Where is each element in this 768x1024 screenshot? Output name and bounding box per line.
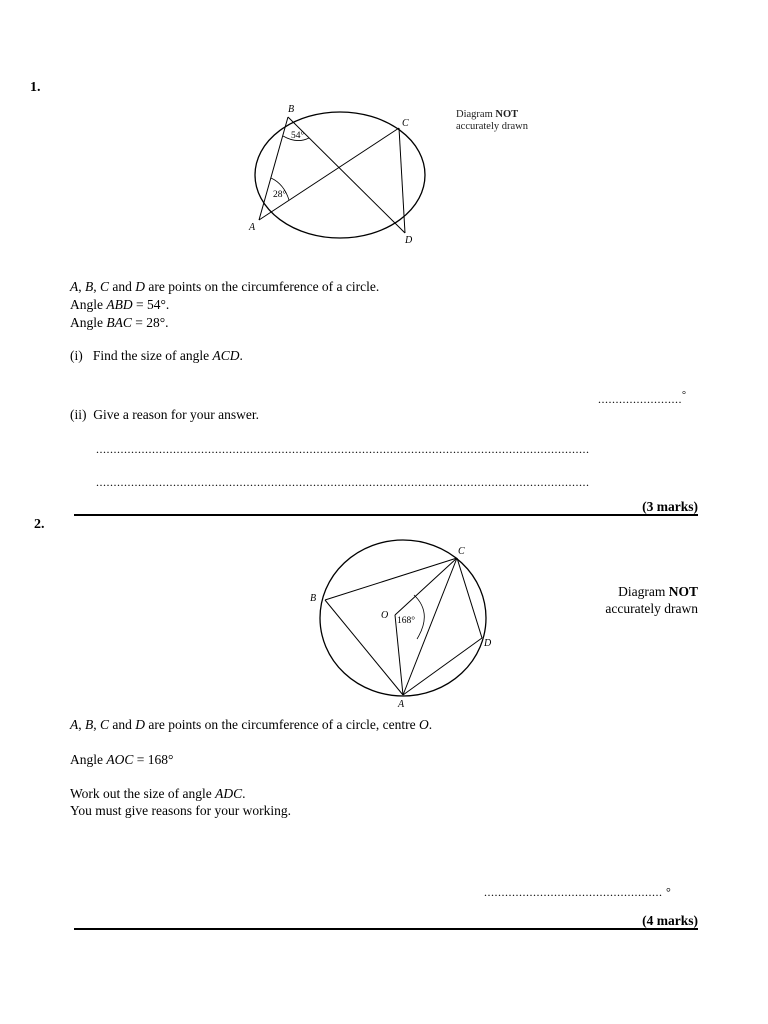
q2-circle-diagram — [305, 535, 505, 710]
q1-label-c: C — [402, 118, 409, 129]
q2-chord-bc — [325, 558, 457, 600]
q2-diagram-note: Diagram NOT accurately drawn — [605, 584, 698, 616]
q1-diagram-note: Diagram NOT accurately drawn — [456, 109, 528, 132]
q1-label-d: D — [405, 235, 413, 246]
q2-angle-label-o: 168° — [397, 616, 416, 626]
q1-statement: A, B, C and D are points on the circumference of a circle. — [70, 279, 380, 294]
q1-marks: (3 marks) — [642, 499, 698, 514]
q1-chord-ba — [259, 117, 288, 220]
q1-angle-label-b: 54° — [291, 131, 305, 141]
q1-answer-field[interactable]: ........................° — [598, 390, 687, 406]
q2-radius-oc — [403, 558, 457, 695]
q2-chord-ab — [325, 600, 403, 695]
q2-angle-arc-o — [414, 595, 424, 639]
q2-given-aoc: Angle AOC = 168° — [70, 752, 174, 767]
q2-label-b: B — [310, 593, 317, 604]
q1-given-abd: Angle ABD = 54°. — [70, 297, 170, 312]
q1-label-b: B — [288, 104, 295, 115]
q1-part-i: (i) Find the size of angle ACD. — [70, 348, 243, 363]
q1-part-ii: (ii) Give a reason for your answer. — [70, 407, 259, 422]
q1-given-bac: Angle BAC = 28°. — [70, 315, 169, 330]
q2-marks: (4 marks) — [642, 913, 698, 928]
question-2-number: 2. — [34, 517, 45, 532]
q2-divider — [74, 928, 698, 930]
q1-chord-bd — [288, 117, 405, 233]
q1-circle-diagram — [240, 100, 440, 250]
q2-chord-cd — [457, 558, 482, 638]
question-1-number: 1. — [30, 80, 41, 95]
q2-statement: A, B, C and D are points on the circumference of a circle, centre O. — [70, 717, 433, 732]
q1-reason-line-2[interactable]: ............................................................................................................................................. — [96, 475, 590, 489]
q1-label-a: A — [249, 222, 256, 233]
q2-label-a: A — [398, 699, 405, 710]
q2-answer-field[interactable]: ................................................... ° — [484, 885, 672, 899]
q2-reasons-note: You must give reasons for your working. — [70, 803, 291, 818]
q2-label-d: D — [484, 638, 492, 649]
q2-instruction: Work out the size of angle ADC. — [70, 786, 246, 801]
q1-divider — [74, 514, 698, 516]
q1-chord-cd — [399, 128, 405, 233]
q2-radius-oc-2 — [395, 558, 457, 615]
q1-angle-label-a: 28° — [273, 190, 287, 200]
q2-label-o: O — [381, 610, 389, 621]
q2-degree-symbol: ° — [666, 885, 672, 899]
q1-reason-line-1[interactable]: ............................................................................................................................................. — [96, 442, 590, 456]
q2-radius-oa — [395, 615, 403, 695]
q1-degree-symbol: ° — [682, 390, 687, 401]
q2-label-c: C — [458, 546, 465, 557]
